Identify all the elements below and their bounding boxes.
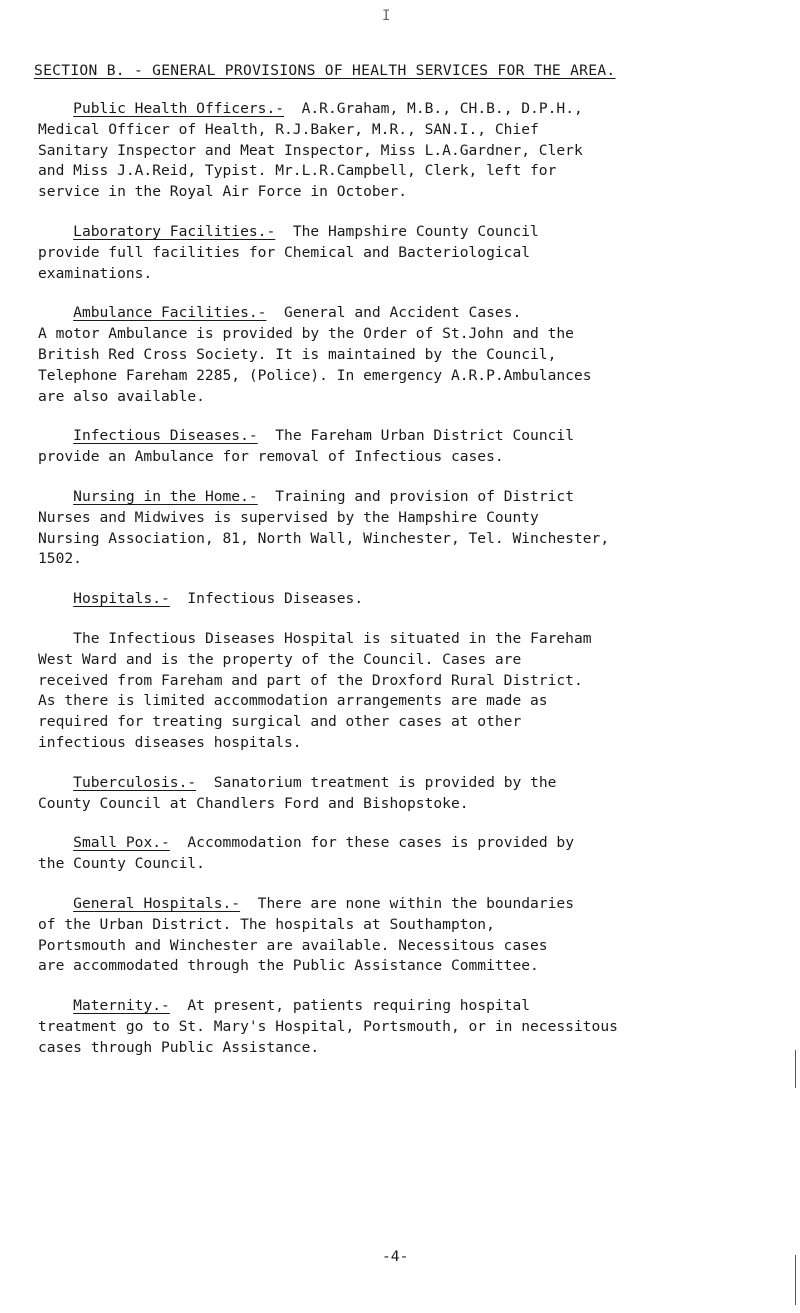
paragraph-text: Medical Officer of Health, R.J.Baker, M.R., SAN.I., Chief — [38, 120, 539, 138]
paragraph-line — [38, 855, 205, 872]
paragraph-text: Nurses and Midwives is supervised by the Hampshire County — [38, 508, 539, 526]
paragraph — [38, 996, 778, 1058]
paragraph-line — [38, 265, 152, 282]
paragraph-line — [38, 346, 556, 363]
paragraph-line — [38, 427, 574, 444]
paragraph-line — [38, 672, 583, 689]
page-number: -4- — [382, 1248, 409, 1265]
paragraph-text: West Ward and is the property of the Council. Cases are — [38, 650, 522, 668]
paragraph-line — [38, 590, 363, 607]
paragraph — [38, 773, 778, 815]
paragraph-text: General and Accident Cases. — [284, 304, 522, 322]
paragraph-text: British Red Cross Society. It is maintained by the Council, — [38, 345, 557, 363]
paragraph-heading: Laboratory Facilities.- — [73, 222, 276, 240]
paragraph-text: treatment go to St. Mary's Hospital, Portsmouth, or in necessitous — [38, 1017, 618, 1035]
paragraph-line — [38, 100, 583, 117]
paragraph-text: There are none within the boundaries — [257, 894, 574, 912]
paragraph-heading: Maternity.- — [73, 997, 170, 1015]
paragraph-text: the County Council. — [38, 855, 205, 873]
paragraph-line — [38, 1039, 319, 1056]
paragraph-text: received from Fareham and part of the Droxford Rural District. — [38, 671, 583, 689]
document-body — [38, 99, 778, 1058]
paragraph-text: and Miss J.A.Reid, Typist. Mr.L.R.Campbell, Clerk, left for — [38, 162, 557, 180]
paragraph-heading: Tuberculosis.- — [73, 773, 197, 791]
paragraph-text: A motor Ambulance is provided by the Order of St.John and the — [38, 325, 574, 343]
paragraph-line — [38, 244, 530, 261]
paragraph — [38, 833, 778, 875]
paragraph — [38, 894, 778, 977]
paragraph-line — [38, 448, 504, 465]
page-mark: I — [382, 8, 391, 24]
paragraph-line — [38, 937, 548, 954]
paragraph-line — [38, 795, 469, 812]
paragraph-line — [38, 774, 556, 791]
paragraph-heading: Infectious Diseases.- — [73, 427, 258, 445]
paragraph — [38, 303, 778, 407]
paragraph — [38, 629, 778, 754]
paragraph-text: The Fareham Urban District Council — [275, 427, 574, 445]
paragraph-heading: Nursing in the Home.- — [73, 487, 258, 505]
paragraph-text: Telephone Fareham 2285, (Police). In emergency A.R.P.Ambulances — [38, 366, 592, 384]
paragraph-line — [38, 651, 521, 668]
paragraph-line — [38, 388, 205, 405]
paragraph-text: provide full facilities for Chemical and Bacteriological — [38, 243, 531, 261]
paragraph-text: service in the Royal Air Force in October. — [38, 183, 408, 201]
paragraph-line — [38, 121, 539, 138]
paragraph-text: Sanatorium treatment is provided by the — [213, 773, 557, 791]
paragraph-text: Accommodation for these cases is provided by — [187, 834, 574, 852]
paragraph-heading: Public Health Officers.- — [73, 100, 285, 117]
paragraph-text: At present, patients requiring hospital — [187, 997, 531, 1015]
paragraph-line — [38, 142, 583, 159]
paragraph-line — [38, 304, 521, 321]
paragraph-text: Infectious Diseases. — [187, 590, 364, 608]
paragraph-line — [38, 550, 82, 567]
paragraph-text: infectious diseases hospitals. — [38, 733, 302, 751]
paragraph-text: Training and provision of District — [275, 487, 574, 505]
paragraph-line — [38, 630, 592, 647]
paragraph-text: of the Urban District. The hospitals at Southampton, — [38, 915, 495, 933]
paragraph-line — [38, 367, 592, 384]
paragraph-line — [38, 325, 574, 342]
paragraph-text: provide an Ambulance for removal of Infectious cases. — [38, 448, 504, 466]
paragraph-text: Portsmouth and Winchester are available. Necessitous cases — [38, 936, 548, 954]
paragraph — [38, 99, 778, 203]
paragraph-line — [38, 895, 574, 912]
paragraph-line — [38, 1018, 618, 1035]
paragraph-line — [38, 916, 495, 933]
scan-edge-mark — [795, 1050, 796, 1088]
paragraph-line — [38, 488, 574, 505]
paragraph-text: The Infectious Diseases Hospital is situated in the Fareham — [73, 629, 592, 647]
paragraph-heading: Ambulance Facilities.- — [73, 304, 267, 322]
paragraph-text: required for treating surgical and other cases at other — [38, 713, 522, 731]
paragraph-line — [38, 692, 548, 709]
paragraph-text: 1502. — [38, 550, 82, 568]
paragraph — [38, 222, 778, 284]
paragraph-heading: General Hospitals.- — [73, 894, 241, 912]
paragraph — [38, 487, 778, 570]
paragraph-line — [38, 957, 539, 974]
paragraph-line — [38, 183, 407, 200]
section-heading: SECTION B. - GENERAL PROVISIONS OF HEALTH SERVICES FOR THE AREA. — [34, 62, 616, 79]
paragraph-text: are also available. — [38, 387, 205, 405]
paragraph-line — [38, 223, 539, 240]
paragraph-text: The Hampshire County Council — [292, 222, 539, 240]
paragraph-text: cases through Public Assistance. — [38, 1038, 320, 1056]
paragraph-line — [38, 734, 302, 751]
paragraph-heading: Small Pox.- — [73, 834, 170, 852]
paragraph-line — [38, 530, 609, 547]
paragraph-text: Nursing Association, 81, North Wall, Winchester, Tel. Winchester, — [38, 529, 610, 547]
paragraph-line — [38, 713, 521, 730]
paragraph-text: County Council at Chandlers Ford and Bishopstoke. — [38, 794, 469, 812]
paragraph — [38, 589, 778, 610]
paragraph-text: Sanitary Inspector and Meat Inspector, Miss L.A.Gardner, Clerk — [38, 141, 583, 159]
document-page — [34, 62, 778, 1077]
paragraph-line — [38, 834, 574, 851]
paragraph-line — [38, 997, 530, 1014]
paragraph-text: As there is limited accommodation arrangements are made as — [38, 692, 548, 710]
paragraph-heading: Hospitals.- — [73, 590, 170, 608]
paragraph-text: A.R.Graham, M.B., CH.B., D.P.H., — [301, 100, 583, 117]
paragraph-text: are accommodated through the Public Assistance Committee. — [38, 957, 539, 975]
scan-edge-mark — [795, 1255, 796, 1305]
paragraph — [38, 426, 778, 468]
paragraph-line — [38, 162, 556, 179]
paragraph-line — [38, 509, 539, 526]
paragraph-text: examinations. — [38, 264, 153, 282]
